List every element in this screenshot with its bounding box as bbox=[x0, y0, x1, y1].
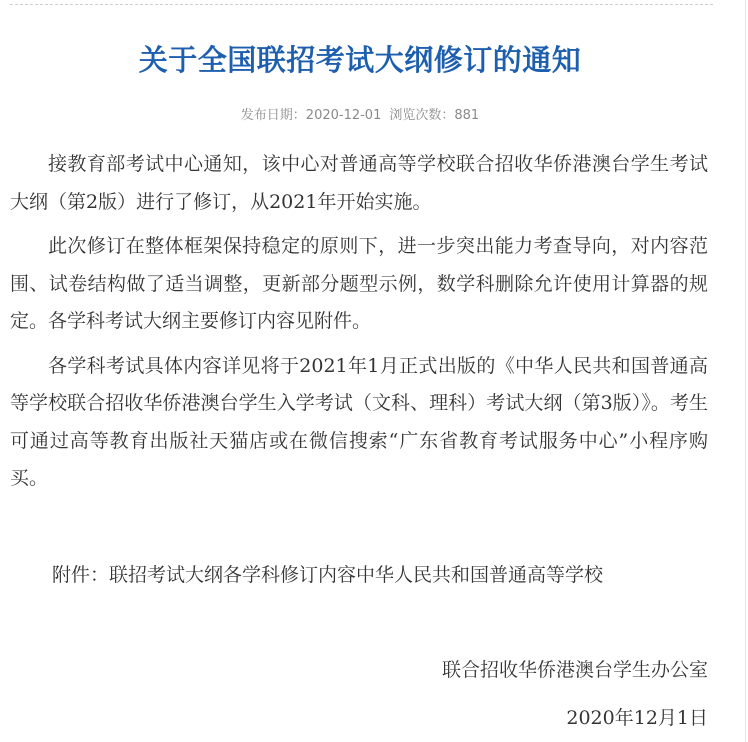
paragraph: 各学科考试具体内容详见将于2021年1月正式出版的《中华人民共和国普通高等学校联合招收华侨港澳台学生入学考试（文科、理科）考试大纲（第3版）》。考生可通过高等教育出版社天猫店或在微信搜索“广东省教育考试服务中心”小程序购买。 bbox=[10, 354, 708, 489]
right-border bbox=[745, 0, 746, 742]
view-count: 881 bbox=[454, 108, 480, 123]
paragraph: 此次修订在整体框架保持稳定的原则下，进一步突出能力考查导向，对内容范围、试卷结构做了适当调整，更新部分题型示例，数学科删除允许使用计算器的规定。各学科考试大纲主要修订内容见附件。 bbox=[10, 235, 708, 332]
article-body bbox=[10, 146, 708, 505]
paragraph: 接教育部考试中心通知，该中心对普通高等学校联合招收华侨港澳台学生考试大纲（第2版）进行了修订，从2021年开始实施。 bbox=[10, 153, 708, 213]
signature-organization: 联合招收华侨港澳台学生办公室 bbox=[441, 659, 708, 681]
article-meta bbox=[0, 104, 720, 123]
attachment-link[interactable]: 附件：联招考试大纲各学科修订内容中华人民共和国普通高等学校 bbox=[52, 564, 604, 586]
publish-date: 2020-12-01 bbox=[305, 108, 382, 123]
signature-date: 2020年12月1日 bbox=[566, 707, 708, 729]
article-title: 关于全国联招考试大纲修订的通知 bbox=[138, 43, 582, 77]
views-label: 浏览次数： bbox=[389, 108, 455, 123]
publish-date-label: 发布日期： bbox=[240, 108, 306, 123]
top-divider bbox=[10, 4, 713, 5]
